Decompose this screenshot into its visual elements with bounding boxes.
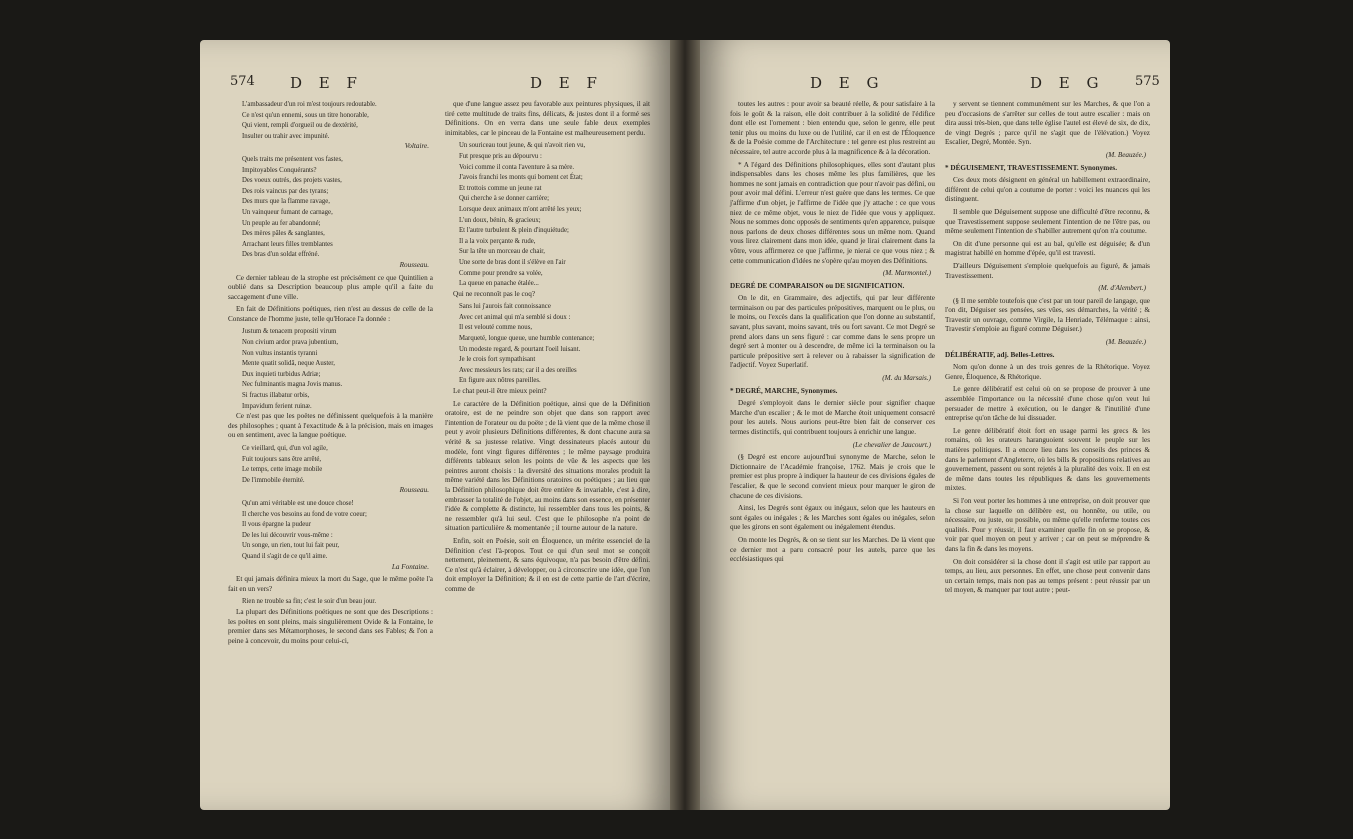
verse-line: Un souriceau tout jeune, & qui n'avoit rien vu,: [459, 142, 586, 150]
verse-line: Il est velouté comme nous,: [459, 324, 533, 332]
verse-line: Justum & tenacem propositi virum: [242, 328, 337, 336]
verse-line: Ce vieillard, qui, d'un vol agile,: [242, 445, 328, 452]
verse-line: Un songe, un rien, tout lui fait peur,: [242, 542, 340, 550]
verse-line: Quels traits me présentent vos fastes,: [242, 155, 343, 163]
paragraph: Qui ne reconnoît pas le coq?: [453, 289, 536, 298]
paragraph: Ainsi, les Degrés sont égaux ou inégaux, selon que les hauteurs en sont égales ou inégales ; & les Marches sont égales ou inégales, selon que les girons en sont également ou inégalement étendus.: [730, 504, 935, 532]
paragraph: Ce dernier tableau de la strophe est précisément ce que Quintilien a oublié dans sa Description beaucoup plus ample qu'il a faite du saccagement d'une ville.: [228, 273, 433, 301]
verse-line: Arrachant leurs filles tremblantes: [242, 240, 333, 248]
verse-line: Avec cet animal qui m'a semblé si doux :: [459, 313, 571, 321]
verse-line: Et l'autre turbulent & plein d'inquiétude;: [459, 227, 569, 235]
verse-line: Quand il s'agit de ce qu'il aime.: [242, 552, 328, 560]
verse-line: Des murs que la flamme ravage,: [242, 198, 330, 206]
verse-line: Et trottois comme un jeune rat: [459, 184, 542, 192]
paragraph: On doit considérer si la chose dont il s'agit est utile par rapport au temps, au lieu, aux personnes. En effet, une chose peut convenir dans un certain temps, mais non pas au temps présent : peut réussir par un tel moyen, & manquer par tout autre ; peut-: [945, 557, 1150, 595]
verse-line: Des rois vaincus par des tyrans;: [242, 187, 329, 195]
book-gutter: [670, 40, 700, 810]
verse-line: Comme pour prendre sa volée,: [459, 269, 543, 277]
verse-line: Rien ne trouble sa fin; c'est le soir d'un beau jour.: [242, 598, 377, 606]
verse-line: De l'immobile éternité.: [242, 476, 305, 484]
verse-line: Impavidum ferient ruinæ.: [242, 402, 312, 410]
verse-line: Ce n'est qu'un ennemi, sous un titre honorable,: [242, 111, 369, 119]
paragraph: On le dit, en Grammaire, des adjectifs, qui par leur différente terminaison ou par des particules prépositives, marquent ou le plus, ou le moins, ou l'excès dans la qualification que l'on donne au substantif, savant, plus savant, moins savant, très ou fort savant. Ce mot Degré se prend alors dans un sens figuré : car comme dans le sens propre un degré sert à monter ou à descendre, de même ici la terminaison ou la particule prépositive sert à relever ou à rabaisser la signification de l'adjectif. Voyez Superlatif.: [730, 294, 935, 370]
verse-line: Un modeste regard, & pourtant l'oeil luisant.: [459, 345, 581, 353]
verse-line: Mente quatit solidâ, neque Auster,: [242, 360, 335, 368]
verse-line: J'avois franchi les monts qui bornent cet État;: [459, 174, 583, 182]
running-head: D E G: [810, 74, 885, 92]
verse-line: Insulter ou trahir avec impunité.: [242, 132, 330, 140]
running-head: D E F: [530, 74, 603, 92]
attribution: (Le chevalier de Jaucourt.): [852, 440, 931, 449]
entry-heading: * DÉGUISEMENT, TRAVESTISSEMENT. Synonymes.: [945, 163, 1118, 172]
attribution: La Fontaine.: [391, 562, 429, 571]
verse-line: Nec fulminantis magna Jovis manus.: [242, 381, 343, 389]
verse-line: Sans lui j'aurois fait connoissance: [459, 303, 551, 311]
attribution: (M. du Marsais.): [882, 374, 931, 383]
page-number: 575: [1135, 74, 1160, 89]
paragraph: y servent se tiennent communément sur les Marches, & que l'on a peu d'occasions de s'arrêter sur celles de tout autre escalier : mais on dira aussi très-bien, que dans telle église l'autel est élevé de six, de dix, de vingt Degrés ; parce qu'il ne s'agit que de l'élévation.) Voyez Escalier, Degré, Montée. Syn.: [945, 100, 1150, 147]
verse-line: De les lui découvrir vous-même :: [242, 531, 333, 539]
open-book: [190, 10, 1180, 825]
paragraph: Le genre délibératif est celui où on se propose de prouver à une assemblée l'importance ou la nécessité d'une chose qu'on veut lui persuader de mettre à exécution, ou le danger & l'inutilité d'une entreprise qu'on tâche de lui dissuader.: [945, 385, 1150, 423]
verse-line: Qu'un ami véritable est une douce chose!: [242, 499, 354, 507]
text-column: [730, 100, 935, 568]
entry-heading: * DEGRÉ, MARCHE, Synonymes.: [730, 386, 838, 395]
paragraph: Ces deux mots désignent en général un habillement extraordinaire, différent de celui qu'on a coutume de porter : voici les nuances qui les distinguent.: [945, 176, 1150, 204]
paragraph: Le chat peut-il être mieux peint?: [453, 387, 547, 396]
attribution: Voltaire.: [404, 142, 429, 151]
text-column: [945, 100, 1150, 599]
verse-line: Dux inquieti turbidus Adriæ;: [242, 370, 321, 378]
verse-line: En figure aux nôtres pareilles.: [459, 377, 541, 385]
left-page: [200, 40, 670, 810]
verse-line: Impitoyables Conquérants?: [242, 166, 317, 174]
verse-line: Sur la tête un morceau de chair,: [459, 248, 545, 256]
verse-line: La queue en panache étalée...: [459, 280, 539, 288]
attribution: (M. d'Alembert.): [1098, 284, 1146, 293]
verse-line: Des mères pâles & sanglantes,: [242, 230, 325, 238]
verse-line: Non vultus instantis tyranni: [242, 349, 318, 357]
paragraph: Degré s'employoit dans le dernier siècle pour signifier chaque Marche d'un escalier ; & le mot de Marche étoit uniquement consacré pour les autels. Nous aurions peut-être bien fait de conserver ces termes distinctifs, qui contribuent toujours à enrichir une langue.: [730, 399, 935, 436]
attribution: Rousseau.: [399, 486, 429, 495]
paragraph: Le caractère de la Définition poétique, ainsi que de la Définition oratoire, est de ne peindre son objet que dans son rapport avec l'intention de l'orateur ou du poëte ; de là vient que de la même chose il peut y avoir plusieurs Définitions différentes, & dont chacune aura sa vérité & sa justesse relative. Vingt dessinateurs placés autour du modèle, font vingt figures différentes ; le même paysage produira différents tableaux selon les points de vûe & les aspects que les peintres auront choisis : la diversité des situations morales produit la même variété dans les Définitions oratoires ou poétiques ; au lieu que la Définition philosophique doit être entière & invariable, c'est à dire, embrasser la totalité de l'objet, au moins dans son essence, en présenter l'idée & complette & distincte, lui ressembler dans tous les points, & ne ressembler qu'à lui seul. C'est que le philosophe n'a point de situation particulière & momentanée ; il tourne autour de la nature.: [445, 399, 650, 533]
page-number: 574: [230, 74, 255, 89]
verse-line: Fut presque pris au dépourvu :: [459, 152, 542, 160]
verse-line: Une sorte de bras dont il s'élève en l'air: [459, 258, 566, 266]
entry-heading: DEGRÉ DE COMPARAISON ou DE SIGNIFICATION.: [730, 281, 905, 290]
paragraph: En fait de Définitions poétiques, rien n'est au dessus de celle de la Constance de l'homme juste, telle qu'Horace l'a donnée :: [228, 305, 433, 323]
attribution: (M. Marmontel.): [882, 269, 931, 278]
text-column: [228, 100, 433, 649]
paragraph: Enfin, soit en Poésie, soit en Éloquence, un mérite essenciel de la Définition c'est l'à-propos. Tout ce qui d'un seul mot se conçoit nettement, pleinement, & sans équivoque, n'a pas besoin d'être défini. Ce n'est qu'à éclairer, à développer, ou à circonscrire une idée, que l'on doit employer la Définition; & il en est de cette partie de l'art d'écrire, comme de: [445, 536, 650, 593]
paragraph: Nom qu'on donne à un des trois genres de la Rhétorique. Voyez Genre, Éloquence, & Rhétorique.: [945, 363, 1150, 381]
verse-line: Des voeux outrés, des projets vastes,: [242, 177, 342, 185]
verse-line: Marqueté, longue queue, une humble contenance;: [459, 335, 595, 343]
verse-line: Qui vient, rempli d'orgueil ou de dextérité,: [242, 122, 358, 130]
paragraph: que d'une langue assez peu favorable aux peintures physiques, il ait tiré cette multitude de traits fins, délicats, & justes dont il a formé ses Définitions. On en verra dans une seule fable deux exemples inimitables, car le pinceau de la Fontaine est malheureusement perdu.: [445, 100, 650, 137]
paragraph: D'ailleurs Déguisement s'emploie quelquefois au figuré, & jamais Travestissement.: [945, 261, 1150, 280]
paragraph: Le genre délibératif étoit fort en usage parmi les grecs & les romains, où les orateurs haranguoient souvent le peuple sur les matières politiques. Il a encore lieu dans les conseils des princes & dans le parlement d'Angleterre, où les bills & propositions relatives au gouvernement, passent ou sont rejetés à la pluralité des voix. Il en est de même dans toutes les républiques & dans les gouvernements mixtes.: [945, 426, 1150, 493]
paragraph: On monte les Degrés, & on se tient sur les Marches. De là vient que ce dernier mot a paru consacré pour les autels, parce que les ecclésiastiques qui: [730, 535, 935, 564]
attribution: (M. Beauzée.): [1105, 338, 1146, 347]
verse-line: Un peuple au fer abandonné;: [242, 219, 321, 227]
paragraph: (§ Il me semble toutefois que c'est par un tour pareil de langage, que l'on dit, Déguiser ses pensées, ses vûes, ses démarches, la vérité ; & Travestir un ouvrage, comme Virgile, la Henriade, Télémaque : ainsi, Travestir s'emploie au figuré comme Déguiser.): [945, 296, 1150, 334]
right-page: [700, 40, 1170, 810]
running-head: D E G: [1030, 74, 1105, 92]
entry-heading: DÉLIBÉRATIF, adj. Belles-Lettres.: [945, 350, 1055, 359]
paragraph: Et qui jamais définira mieux la mort du Sage, que le même poëte l'a fait en un vers?: [228, 575, 433, 593]
verse-line: Des bras d'un soldat effréné.: [242, 251, 320, 259]
paragraph: La plupart des Définitions poétiques ne sont que des Descriptions : les poëtes en sont pleins, mais singulièrement Ovide & la Fontaine, le premier dans ses Métamorphoses, le second dans ses Fables; & l'on a peine à concevoir, du moins pour celui-ci,: [228, 607, 433, 645]
verse-line: Avec messieurs les rats; car il a des oreilles: [459, 366, 577, 374]
verse-line: Un vainqueur fumant de carnage,: [242, 208, 333, 216]
paragraph: Ce n'est pas que les poëtes ne définissent quelquefois à la manière des philosophes ; quant à l'exactitude & à la précision, mais en images ou en sentiment, avec la langue poétique.: [228, 412, 433, 440]
verse-line: L'un doux, bénin, & gracieux;: [459, 216, 541, 224]
verse-line: Lorsque deux animaux m'ont arrêté les yeux;: [459, 205, 582, 213]
paragraph: Il semble que Déguisement suppose une difficulté d'être reconnu, & que Travestissement suppose seulement l'intention de ne l'être pas, ou même seulement l'intention de s'habiller autrement qu'on n'a coutume.: [945, 207, 1150, 236]
verse-line: Voici comme il conta l'aventure à sa mère.: [459, 163, 575, 171]
verse-line: Il vous épargne la pudeur: [242, 521, 311, 529]
verse-line: Si fractus illabatur orbis,: [242, 392, 310, 400]
verse-line: Non civium ardor prava jubentium,: [242, 339, 339, 347]
text-column: [445, 100, 650, 598]
paragraph: (§ Degré est encore aujourd'hui synonyme de Marche, selon le Dictionnaire de l'Académie françoise, 1762. Mais je crois que le premier est plus propre à indiquer la hauteur de ces divisions égales de l'escalier, & que le second convient mieux pour marquer le giron de chacune de ces divisions.: [730, 453, 935, 500]
left-page-header: [230, 74, 650, 96]
paragraph: On dit d'une personne qui est au bal, qu'elle est déguisée; & d'un magistrat habillé en homme d'épée, qu'il est travesti.: [945, 239, 1150, 258]
verse-line: Qui cherche à se donner carrière;: [459, 195, 550, 203]
paragraph: toutes les autres : pour avoir sa beauté réelle, & pour satisfaire à la fois le goût & la raison, elle doit contribuer à la solidité de l'édifice dont elle est l'ornement : bien entendu que, selon le genre, elle peut tenir plus ou moins du luxe ou de l'utilité, car il en est de l'Éloquence & de la Poésie comme de l'Architecture : tel genre est plus restreint au nécessaire, tel autre accorde plus à la magnificence & à la décoration.: [730, 100, 935, 156]
attribution: Rousseau.: [399, 260, 429, 269]
right-page-header: [730, 74, 1160, 96]
paragraph: Si l'on veut porter les hommes à une entreprise, on doit prouver que la chose sur laquelle on délibère est, ou honnête, ou utile, ou nécessaire, ou juste, ou possible, ou même qu'elle renferme toutes ces qualités. Pour y réussir, il faut examiner quelle fin on se propose, & voir par quel moyen on peut y arriver ; car on peut se méprendre & dans la fin & dans les moyens.: [945, 496, 1150, 553]
paragraph: * A l'égard des Définitions philosophiques, elles sont d'autant plus indispensables dans les choses même les plus familières, que les hommes ne sont jamais en contradiction que pour n'avoir pas défini, ou pour avoir mal défini. L'erreur n'est guère que dans les termes. Ce que j'affirme d'un objet, je l'affirme de l'idée que j'y attache : ce que vous niez de ce même objet, vous le niez de l'idée que vous y appliquez. Nous ne sommes donc opposés de sentiments qu'en apparence, puisque nous parlons de deux choses différentes sous un même nom. Quand vous lirez clairement dans mon idée, quand je lirai clairement dans la vôtre, vous affirmerez ce que j'affirme, je nierai ce que vous niez ; & cette communication d'idées ne s'opère qu'au moyen des Définitions.: [730, 160, 935, 265]
verse-line: Il a la voix perçante & rude,: [459, 237, 536, 245]
attribution: (M. Beauzée.): [1105, 150, 1146, 159]
verse-line: Le temps, cette image mobile: [242, 466, 323, 474]
verse-line: Fuit toujours sans être arrêté,: [242, 455, 322, 463]
verse-line: Il cherche vos besoins au fond de votre coeur;: [242, 510, 367, 518]
verse-line: L'ambassadeur d'un roi m'est toujours redoutable.: [242, 101, 377, 108]
running-head: D E F: [290, 74, 363, 92]
verse-line: Je le crois fort sympathisant: [459, 356, 536, 364]
